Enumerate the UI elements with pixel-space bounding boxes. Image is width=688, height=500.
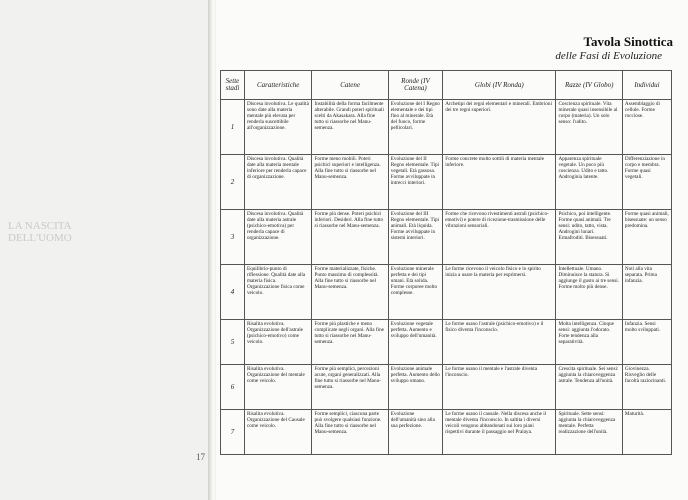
caratteristiche-cell: Discesa involutiva. Qualità date alla materia astrale (psichico-emotiva) per renderla capace di organizzazione. [244, 210, 312, 265]
catene-cell: Forme più plastiche e meno complicate negli organi. Alla fine tutto si riassorbe nel Manu-semenza. [312, 320, 388, 365]
left-page [0, 0, 212, 500]
globi-cell: Forme che ricevono rivestimenti astrali (psichico-emotivi) e potere di ricezione-trasmissione delle vibrazioni sensoriali. [443, 210, 556, 265]
caratteristiche-cell: Risalita evolutiva. Organizzazione del Causale come veicolo. [244, 410, 312, 455]
ronde-cell: Evoluzione dell'umanità sino alla sua perfezione. [388, 410, 442, 455]
ronde-cell: Evoluzione del III Regno elementale. Tipi animali. Età liquida. Forme avviluppate in sistemi interiori. [388, 210, 442, 265]
razze-cell: Coscienza spirituale. Vita minerale quasi insensibile al corpo (materia). Un solo senso: l'udito. [556, 100, 622, 155]
page-subtitle: delle Fasi di Evoluzione [555, 50, 662, 62]
stage-cell: 7 [221, 410, 245, 455]
ronde-cell: Evoluzione vegetale perfetta. Aumento e sviluppo dell'umanità. [388, 320, 442, 365]
stage-cell: 4 [221, 265, 245, 320]
globi-cell: Forme concrete molto sottili di materia mentale inferiore. [443, 155, 556, 210]
table-header-row [221, 71, 672, 100]
caratteristiche-cell: Risalita evolutiva. Organizzazione del mentale come veicolo. [244, 365, 312, 410]
catene-cell: Forme meno mobili. Poteri psichici superiori e intelligenza. Alla fine tutto si riassorbe nel Manu-semenza. [312, 155, 388, 210]
individui-cell: Maturità. [622, 410, 671, 455]
header-sette-stadi: Sette stadi [221, 71, 245, 100]
razze-cell: Psichico, poi intelligente. Forme quasi animali. Tre sensi: udito, tatto, vista. Androgini lunari. Ermafroditi. Bisessuati. [556, 210, 622, 265]
individui-cell: Forme quasi animali, bisessuate: un senso predomina. [622, 210, 671, 265]
globi-cell: Le forme ricevono il veicolo fisico e lo spirito inizia a usare la materia per esprimersi. [443, 265, 556, 320]
table-row [221, 100, 672, 155]
ronde-cell: Evoluzione del I Regno elementale e dei tipi fino al minerale. Età del fuoco, forme pellicolari. [388, 100, 442, 155]
left-page-ghost-text: LA NASCITA DELL'UOMO [8, 220, 72, 244]
stage-cell: 6 [221, 365, 245, 410]
razze-cell: Molta intelligenza. Cinque sensi: aggiunta l'odorato. Forte tendenza alla separatività. [556, 320, 622, 365]
razze-cell: Spirituale. Sette sensi: aggiunta la chiaroveggenza mentale. Perfetta realizzazione dell'unità. [556, 410, 622, 455]
table-row [221, 265, 672, 320]
individui-cell: Assemblaggio di cellule. Forme rocciose. [622, 100, 671, 155]
header-razze: Razze (IV Globo) [556, 71, 622, 100]
individui-cell: Giovinezza. Risveglio delle facoltà raziocinanti. [622, 365, 671, 410]
table-row [221, 155, 672, 210]
stage-cell: 1 [221, 100, 245, 155]
header-globi: Globi (IV Ronda) [443, 71, 556, 100]
ronde-cell: Evoluzione del II Regno elementale. Tipi vegetali. Età gassosa. Forme avviluppate in intrecci interiori. [388, 155, 442, 210]
individui-cell: Noti alla vita separata. Prima infanzia. [622, 265, 671, 320]
globi-cell: Archetipi dei regni elementari e minerali. Embrioni dei tre regni superiori. [443, 100, 556, 155]
individui-cell: Differenziazione in corpo e membra. Forme quasi vegetali. [622, 155, 671, 210]
stage-cell: 3 [221, 210, 245, 265]
catene-cell: Forme materializzate, fisiche. Punto massimo di complessità. Alla fine tutto si riassorbe nel Manu-semenza. [312, 265, 388, 320]
razze-cell: Apparenza spirituale vegetale. Un poco più coscienza. Udito e tatto. Androginia latente. [556, 155, 622, 210]
catene-cell: Forme più dense. Poteri psichici inferiori. Desideri. Alla fine tutto si riassorbe nel Manu-semenza. [312, 210, 388, 265]
header-individui: Individui [622, 71, 671, 100]
individui-cell: Infanzia. Sensi molto sviluppati. [622, 320, 671, 365]
catene-cell: Instabilità della forma facilmente alterabile. Grandi poteri spirituali scelti da Akasakara. Alla fine tutto si riassorbe nel Manu-semenza. [312, 100, 388, 155]
header-caratteristiche: Caratteristiche [244, 71, 312, 100]
page-number: 17 [196, 452, 205, 462]
razze-cell: Intellettuale. Umano. Diminuisce la statura. Si aggiunge il gusto ai tre sensi. Forme molto più dense. [556, 265, 622, 320]
ronde-cell: Evoluzione animale perfetta. Aumento dello sviluppo umano. [388, 365, 442, 410]
globi-cell: Le forme usano il causale. Nella discesa anche il mentale diventa l'inconscio. In saltita i diversi veicoli vengono abbandonati sui loro piani rispettivi durante il passaggio nel Pralaya. [443, 410, 556, 455]
table-row [221, 410, 672, 455]
catene-cell: Forme più semplici, percezioni acute, organi generalizzati. Alla fine tutto si riassorbe nel Manu-semenza. [312, 365, 388, 410]
globi-cell: Le forme usano il mentale e l'astrale diventa l'inconscio. [443, 365, 556, 410]
page-title: Tavola Sinottica [583, 34, 673, 49]
caratteristiche-cell: Discesa involutiva. Qualità date alla materia mentale inferiore per renderla capace di organizzazione. [244, 155, 312, 210]
stage-cell: 5 [221, 320, 245, 365]
catene-cell: Forme semplici, ciascuna parte può svolgere qualsiasi funzione. Alla fine tutto si riassorbe nel Manu-semenza. [312, 410, 388, 455]
synoptic-table-wrapper [220, 70, 672, 455]
caratteristiche-cell: Discesa involutiva. Le qualità sono date alla materia mentale più elevata per renderla suscettibile all'organizzazione. [244, 100, 312, 155]
caratteristiche-cell: Risalita evolutiva. Organizzazione dell'astrale (psichico-emotivo) come veicolo. [244, 320, 312, 365]
caratteristiche-cell: Equilibrio-punto di riflessione. Qualità date alla materia fisica. Organizzazione fisica come veicolo. [244, 265, 312, 320]
table-row [221, 210, 672, 265]
ronde-cell: Evoluzione minerale perfetta e dei tipi umani. Età solida. Forme corporee molto complesse. [388, 265, 442, 320]
header-ronde: Ronde (IV Catena) [388, 71, 442, 100]
header-catene: Catene [312, 71, 388, 100]
table-row [221, 320, 672, 365]
razze-cell: Crescita spirituale. Sei sensi: aggiunta la chiaroveggenza astrale. Tendenza all'unità. [556, 365, 622, 410]
table-row [221, 365, 672, 410]
synoptic-table [220, 70, 672, 455]
stage-cell: 2 [221, 155, 245, 210]
globi-cell: Le forme usano l'astrale (psichico-emotivo) e il fisico diventa l'inconscio. [443, 320, 556, 365]
